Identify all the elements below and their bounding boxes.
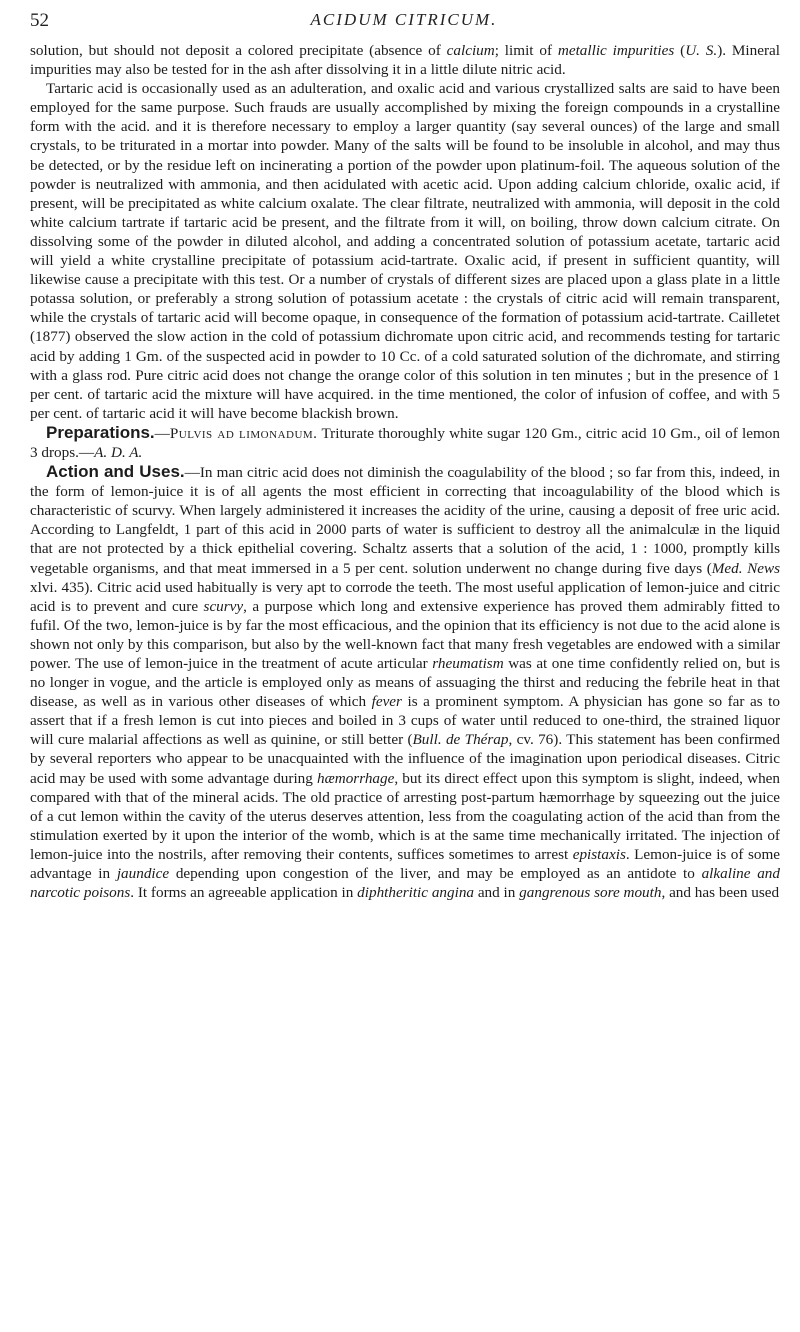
- text-run: ; limit of: [494, 42, 558, 59]
- text-run: . It forms an agreeable application in: [130, 884, 358, 902]
- paragraph-preparations: [30, 423, 780, 462]
- paragraph-adulteration: Tartaric acid is occasionally used as an adulteration, and oxalic acid and various crystallized salts are said to have been employed for the same purpose. Such frauds are usually accomplished by mixing the foreign compounds in a crystalline form with the acid. and it is therefore necessary to employ a larger quantity (say several ounces) of the large and small crystals, to be triturated in a mortar into powder. Many of the salts will be found to be insoluble in alcohol, and may thus be detected, or by the residue left on incinerating a portion of the powder upon platinum-foil. The aqueous solution of the powder is neutralized with ammonia, and then acidulated with acetic acid. Upon adding calcium chloride, oxalic acid, if present, will be precipitated as white calcium oxalate. The clear filtrate, neutralized with ammonia, will deposit in the cold white calcium tartrate if tartaric acid be present, and the filtrate from it will, on boiling, throw down calcium citrate. On dissolving some of the powder in diluted alcohol, and adding a concentrated solution of potassium acetate, tartaric acid will yield a white crystalline precipitate of potassium acid-tartrate. Oxalic acid, if present in sufficient quantity, will likewise cause a precipitate with this test. Or a number of crystals of different sizes are placed upon a glass plate in a little potassa solution, or preferably a strong solution of potassium acetate : the crystals of citric acid will remain transparent, while the crystals of tartaric acid will become opaque, in consequence of the formation of potassium acid-tartrate. Cailletet (1877) observed the slow action in the cold of potassium dichromate upon citric acid, and recommends testing for tartaric acid by adding 1 Gm. of the suspected acid in powder to 10 Cc. of a cold saturated solution of the dichromate, and stirring with a glass rod. Pure citric acid does not change the orange color of this solution in ten minutes ; but in the presence of 1 per cent. of tartaric acid the mixture will have acquired. in the time mentioned, the color of infusion of coffee, and with 5 per cent. of tartaric acid it will have become blackish brown.: [30, 80, 780, 422]
- italic-term: scurvy: [203, 597, 244, 615]
- paragraph-purity-tests: [30, 41, 780, 79]
- text-run: depending upon congestion of the liver, and may be employed as an antidote to: [169, 865, 702, 883]
- italic-term: calcium: [446, 42, 495, 59]
- italic-term: gangrenous sore mouth: [519, 884, 662, 902]
- text-run: and in: [474, 884, 520, 902]
- italic-term: U. S.: [685, 42, 718, 59]
- text-run: , a purpose which long and extensive experience has proved them admirably fitted to fufil. Of the two, lemon-juice is by far the most efficacious, and the opinion that its efficiency is not due to the acid alone is shown not only by this comparison, but also by the well-known fact that many fresh vegetables are endowed with a similar power. The use of lemon-juice in the treatment of acute articular: [30, 597, 780, 672]
- italic-term: epistaxis: [572, 845, 626, 863]
- page-header: [30, 10, 778, 34]
- running-title: ACIDUM CITRICUM.: [310, 10, 498, 29]
- italic-term: Med. News: [711, 559, 780, 577]
- section-heading-preparations: Preparations.: [46, 422, 155, 442]
- text-run: , but its direct effect upon this symptom is slight, indeed, when compared with that of the mineral acids. The old practice of arresting post-partum hæmorrhage by squeezing out the juice of a cut lemon within the cavity of the uterus deserves attention, less from the coagulating action of the acid than from the stimulation exerted by it upon the interior of the womb, which is at the same time mechanically irritated. The injection of lemon-juice into the nostrils, after removing their contents, suffices sometimes to arrest: [30, 769, 781, 863]
- text-run: solution, but should not deposit a colored precipitate (absence of: [30, 42, 447, 59]
- text-run: ). Mineral impurities may also be tested for in the ash after dissolving it in a little dilute nitric acid.: [30, 42, 780, 79]
- text-run: (: [674, 42, 686, 59]
- italic-term: rheumatism: [432, 655, 504, 672]
- text-run: is a prominent symptom. A physician has gone so far as to assert that if a fresh lemon is cut into pieces and boiled in 3 cups of water until reduced to one-third, the strained liquor will cure malarial affections as well as quinine, or still better (: [30, 693, 780, 749]
- text-run: —: [154, 424, 170, 442]
- preparation-name: Pulvis ad limonadum.: [169, 424, 318, 442]
- italic-term: diphtheritic angina: [357, 884, 475, 902]
- page-body: [30, 41, 780, 902]
- italic-term: Bull. de Thérap: [412, 731, 509, 749]
- italic-term: metallic impurities: [557, 42, 675, 59]
- text-run: . Lemon-juice is of some advantage in: [30, 845, 780, 883]
- section-heading-action-and-uses: Action and Uses.: [46, 462, 185, 482]
- page-number: 52: [30, 10, 49, 31]
- text-run: was at one time confidently relied on, but is no longer in vogue, and the article is employed only as means of assuaging the thirst and reducing the febrile heat in that disease, as well as in various other diseases of which: [30, 655, 780, 711]
- text-run: , and has been used: [661, 884, 780, 902]
- text-run: xlvi. 435). Citric acid used habitually is very apt to corrode the teeth. The most useful application of lemon-juice and citric acid is to prevent and cure: [30, 578, 780, 615]
- source-reference: A. D. A.: [94, 443, 143, 461]
- text-run: , cv. 76). This statement has been confirmed by several reporters who appear to be unacquainted with the influence of the imagination upon periodical diseases. Citric acid may be used with some advantage during: [30, 731, 780, 787]
- italic-term: fever: [371, 693, 402, 711]
- italic-term: alkaline and narcotic poisons: [30, 865, 780, 902]
- italic-term: hæmorrhage: [317, 769, 395, 787]
- paragraph-action-and-uses: [30, 462, 780, 902]
- text-run: In man citric acid does not diminish the coagulability of the blood ; so far from this, indeed, in the form of lemon-juice it is of all agents the most efficient in correcting that incoagulability of the blood which is characteristic of scurvy. When largely administered it increases the acidity of the urine, causing a deposit of free uric acid. According to Langfeldt, 1 part of this acid in 2000 parts of water is sufficient to destroy all the animalculæ in the liquid that are not protected by a thick epithelial covering. Schaltz asserts that a solution of the acid, 1 : 1000, promptly kills vegetable organisms, and that meat immersed in a 5 per cent. solution underwent no change during five days (: [30, 464, 781, 577]
- italic-term: jaundice: [116, 865, 170, 883]
- text-run: —: [184, 464, 200, 482]
- text-run: Triturate thoroughly white sugar 120 Gm., citric acid 10 Gm., oil of lemon 3 drops.—: [30, 424, 780, 461]
